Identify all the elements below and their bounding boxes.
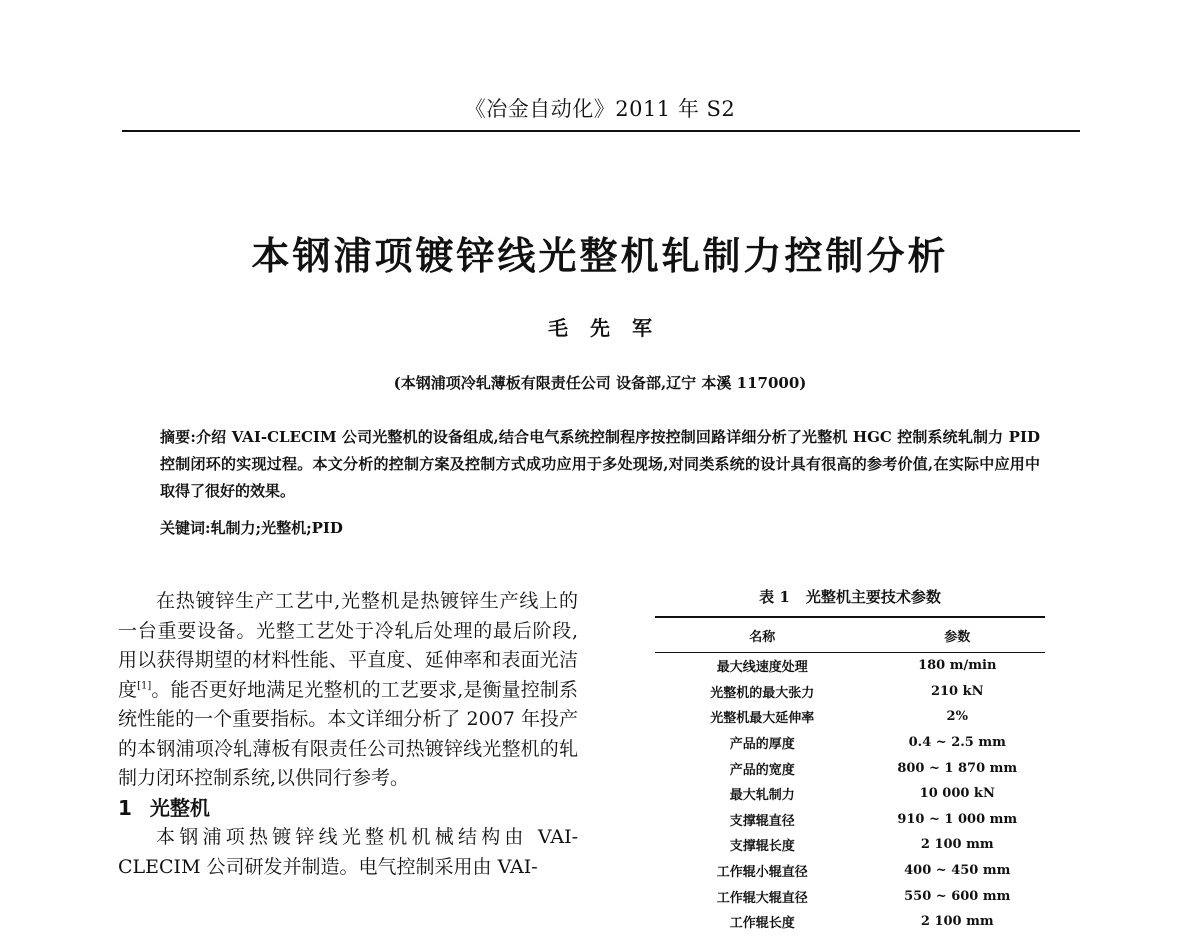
column-header-param: 参数 (870, 617, 1046, 653)
parameters-table (655, 616, 1045, 935)
param-value-cell: 800 ~ 1 870 mm (897, 760, 1018, 776)
table-caption (655, 586, 1045, 607)
column-header-name: 名称 (655, 617, 870, 653)
citation-ref: [1] (137, 680, 152, 692)
param-value-cell: 180 m/min (918, 658, 997, 674)
table-row (655, 730, 1045, 756)
param-value-cell: 400 ~ 450 mm (904, 863, 1011, 879)
param-value-cell: 210 kN (930, 683, 984, 699)
param-value-cell: 0.4 ~ 2.5 mm (908, 735, 1006, 751)
table-row (655, 807, 1045, 833)
table-row (655, 679, 1045, 705)
param-value-cell: 2 100 mm (920, 837, 994, 853)
param-value-cell: 10 000 kN (919, 786, 995, 802)
body-paragraph (118, 587, 578, 794)
table-row (655, 755, 1045, 781)
table-title: 光整机主要技术参数 (805, 588, 941, 606)
param-name-cell: 光整机最大延伸率 (710, 711, 815, 727)
article-author: 毛先军 (548, 316, 674, 340)
param-value-cell: 550 ~ 600 mm (904, 888, 1011, 904)
param-value-cell: 2% (946, 709, 968, 725)
table-number: 表 1 (759, 588, 790, 606)
table-row (655, 858, 1045, 884)
paragraph-text: 本钢浦项热镀锌线光整机机械结构由 VAI-CLECIM 公司研发并制造。电气控制采用由 VAI- (118, 826, 578, 878)
keywords (160, 517, 1040, 538)
table-row (655, 704, 1045, 730)
section-title: 光整机 (149, 795, 210, 820)
param-name-cell: 支撑辊长度 (729, 839, 795, 855)
table-body (655, 653, 1045, 935)
param-name-cell: 光整机的最大张力 (710, 685, 815, 701)
journal-header: 《冶金自动化》2011 年 S2 (464, 97, 736, 121)
param-value-cell: 910 ~ 1 000 mm (897, 811, 1018, 827)
abstract-text: 介绍 VAI-CLECIM 公司光整机的设备组成,结合电气系统控制程序按控制回路详细分析了光整机 HGC 控制系统轧制力 PID 控制闭环的实现过程。本文分析的控制方案及控制方式成功应用于多处现场,对同类系统的设计具有很高的参考价值,在实际中应用中取得了很好的效果。 (160, 428, 1040, 500)
param-name-cell: 产品的厚度 (729, 737, 795, 753)
article-title: 本钢浦项镀锌线光整机轧制力控制分析 (251, 234, 949, 278)
keywords-text: 轧制力;光整机;PID (210, 519, 343, 537)
table-row (655, 883, 1045, 909)
abstract (160, 424, 1040, 505)
body-paragraph (118, 823, 578, 882)
table-row (655, 909, 1045, 935)
section-heading (118, 794, 578, 824)
param-name-cell: 工作辊长度 (729, 916, 795, 932)
table-header-row (655, 617, 1045, 653)
author-affiliation: (本钢浦项冷轧薄板有限责任公司 设备部,辽宁 本溪 117000) (393, 374, 807, 392)
keywords-label: 关键词: (160, 519, 211, 537)
paragraph-text: 在热镀锌生产工艺中,光整机是热镀锌生产线上的一台重要设备。光整工艺处于冷轧后处理的最后阶段,用以获得期望的材料性能、平直度、延伸率和表面光洁度 (118, 590, 578, 701)
param-name-cell: 工作辊小辊直径 (716, 865, 808, 881)
param-name-cell: 工作辊大辊直径 (716, 890, 808, 906)
section-number: 1 (118, 795, 132, 820)
table-row (655, 781, 1045, 807)
param-name-cell: 最大轧制力 (729, 788, 795, 804)
abstract-label: 摘要: (160, 428, 196, 446)
body-column-left (118, 587, 578, 882)
param-value-cell: 2 100 mm (920, 914, 994, 930)
table-row (655, 832, 1045, 858)
param-name-cell: 支撑辊直径 (729, 813, 795, 829)
param-name-cell: 产品的宽度 (729, 762, 795, 778)
header-rule (122, 130, 1080, 132)
table-row (655, 653, 1045, 679)
param-name-cell: 最大线速度处理 (716, 660, 808, 676)
paragraph-text: 。能否更好地满足光整机的工艺要求,是衡量控制系统性能的一个重要指标。本文详细分析了 2007 年投产的本钢浦项冷轧薄板有限责任公司热镀锌线光整机的轧制力闭环控制系统,以供同行参考。 (118, 678, 578, 789)
